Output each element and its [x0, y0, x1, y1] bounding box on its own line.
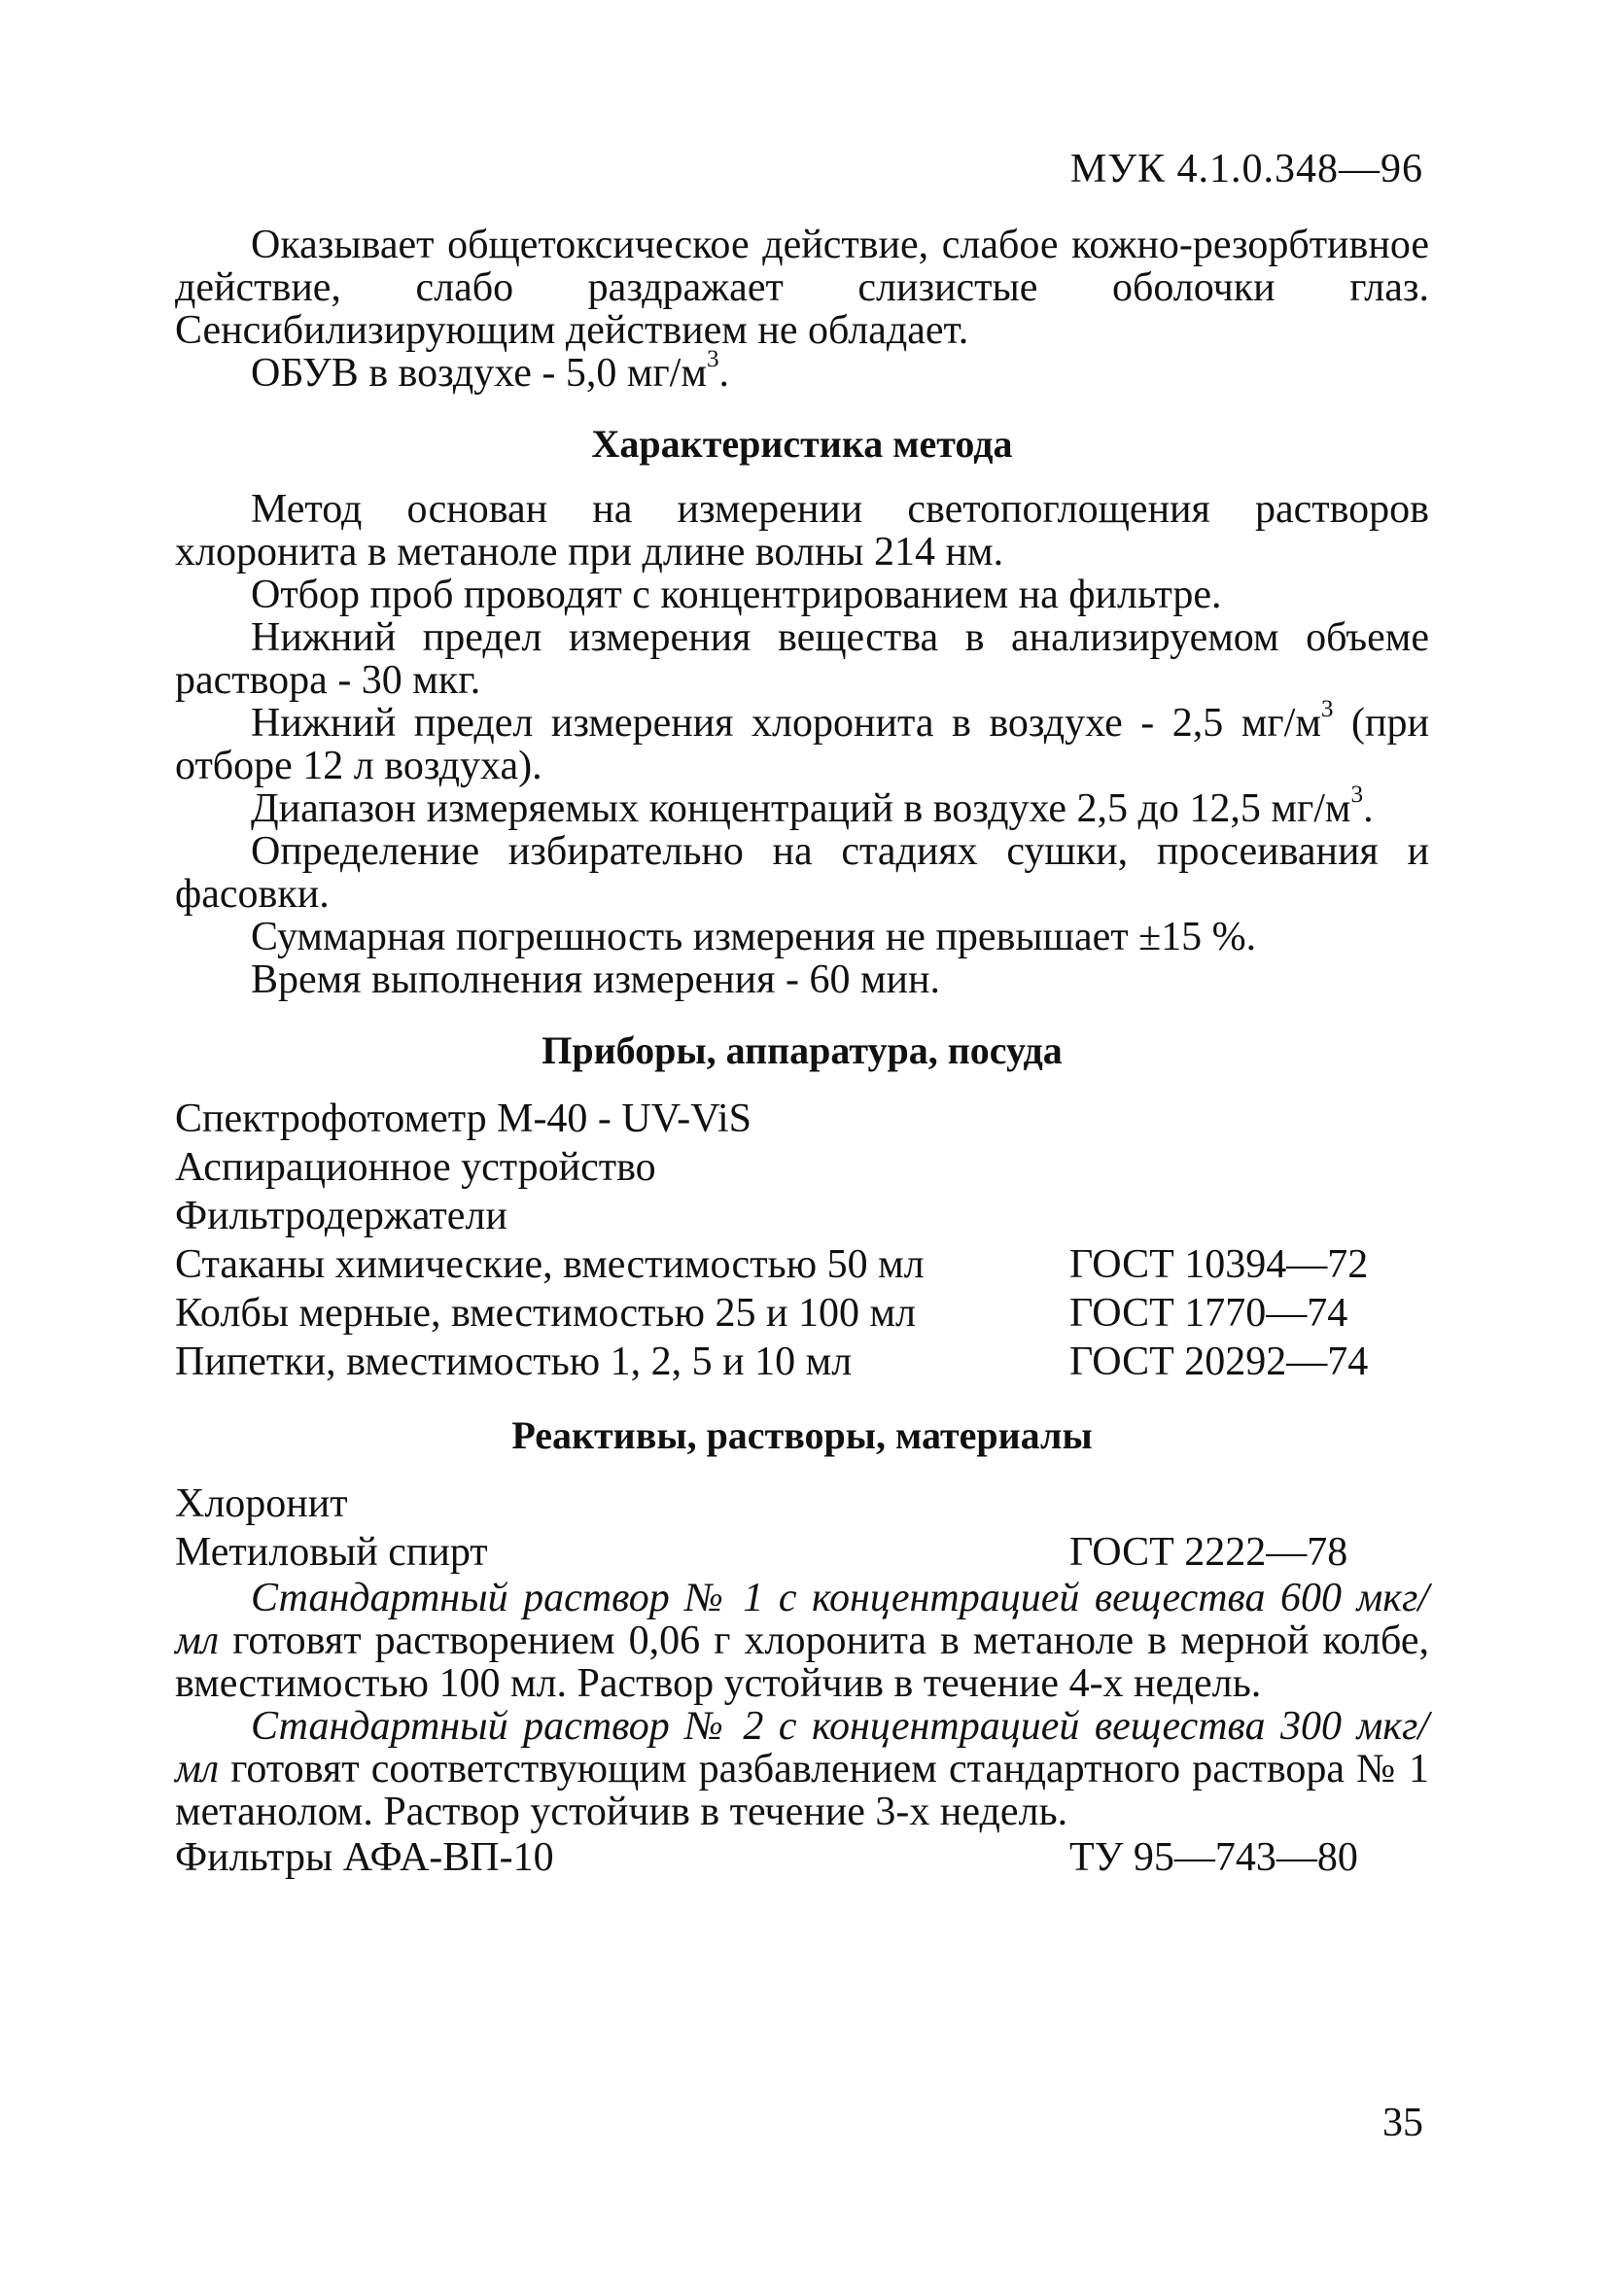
equipment-name: Фильтродержатели	[175, 1194, 507, 1238]
document-body	[175, 224, 1429, 1882]
method-paragraph-7: Суммарная погрешность измерения не превышает ±15 %.	[251, 915, 1257, 959]
obuv-suffix: .	[718, 351, 730, 396]
equipment-standard: ГОСТ 1770—74	[1069, 1291, 1348, 1336]
reagent-standard: ГОСТ 2222—78	[1069, 1530, 1348, 1575]
method-p4-text: Нижний предел измерения хлоронита в воздухе - 2,5 мг/м	[251, 701, 1321, 746]
method-paragraph-6: Определение избирательно на стадиях сушки, просеивания и фасовки.	[175, 829, 1429, 917]
method-section-title: Характеристика метода	[591, 422, 1013, 466]
method-paragraph-8: Время выполнения измерения - 60 мин.	[251, 957, 940, 1002]
obuv-text: ОБУВ в воздухе - 5,0 мг/м	[251, 351, 707, 396]
reagent-name: Фильтры АФА-ВП-10	[175, 1835, 554, 1880]
obuv-superscript: 3	[706, 345, 719, 372]
equipment-standard: ГОСТ 20292—74	[1069, 1339, 1369, 1384]
method-p4-superscript: 3	[1320, 695, 1334, 722]
equipment-standard: ГОСТ 10394—72	[1069, 1242, 1369, 1287]
intro-paragraph-2	[175, 345, 1429, 396]
solution-1-text: готовят растворением 0,06 г хлоронита в метаноле в мерной колбе, вместимостью 100 мл. Раствор устойчив в течение 4-х недель.	[175, 1618, 1429, 1706]
equipment-item	[175, 1240, 1429, 1289]
reagent-name: Метиловый спирт	[175, 1530, 488, 1575]
method-p5-text: Диапазон измеряемых концентраций в воздухе 2,5 до 12,5 мг/м	[251, 786, 1351, 831]
reagents-section-title: Реактивы, растворы, материалы	[511, 1413, 1093, 1457]
reagent-item	[175, 1528, 1429, 1577]
equipment-name: Колбы мерные, вместимостью 25 и 100 мл	[175, 1291, 916, 1336]
equipment-name: Спектрофотометр М-40 - UV-ViS	[175, 1096, 752, 1141]
standard-solution-2-paragraph	[175, 1705, 1429, 1833]
equipment-list	[175, 1095, 1429, 1386]
equipment-name: Пипетки, вместимостью 1, 2, 5 и 10 мл	[175, 1339, 853, 1384]
solution-2-text: готовят соответствующим разбавлением стандартного раствора № 1 метанолом. Раствор устойчив в течение 3-х недель.	[175, 1747, 1429, 1834]
method-paragraph-2: Отбор проб проводят с концентрированием на фильтре.	[251, 573, 1222, 617]
equipment-item	[175, 1143, 1429, 1192]
reagent-standard: ТУ 95—743—80	[1069, 1835, 1358, 1880]
method-paragraph-5	[175, 781, 1429, 831]
solution-2-title: Стандартный раствор № 2 с концентрацией вещества 300 мкг/мл	[175, 1704, 1429, 1792]
method-paragraph-1: Метод основан на измерении светопоглощения растворов хлоронита в метаноле при длине волны 214 нм.	[175, 487, 1429, 574]
method-p5-suffix: .	[1363, 786, 1374, 831]
document-code: МУК 4.1.0.348—96	[1069, 147, 1423, 191]
equipment-item	[175, 1095, 1429, 1143]
reagent-item	[175, 1833, 1429, 1882]
equipment-item	[175, 1192, 1429, 1240]
reagent-item	[175, 1479, 1429, 1528]
equipment-item	[175, 1338, 1429, 1386]
reagent-name: Хлоронит	[175, 1481, 348, 1526]
method-p5-superscript: 3	[1350, 781, 1364, 808]
equipment-name: Аспирационное устройство	[175, 1145, 656, 1190]
equipment-item	[175, 1289, 1429, 1338]
equipment-section-title: Приборы, аппаратура, посуда	[542, 1028, 1063, 1072]
intro-paragraph-1: Оказывает общетоксическое действие, слабое кожно-резорбтивное действие, слабо раздражает слизистые оболочки глаз. Сенсибилизирующим действием не обладает.	[175, 223, 1429, 353]
method-paragraph-4	[175, 695, 1429, 788]
page-number: 35	[1382, 2101, 1423, 2145]
method-paragraph-3: Нижний предел измерения вещества в анализируемом объеме раствора - 30 мкг.	[175, 615, 1429, 703]
method-p4-suffix: (при отборе 12 л воздуха).	[175, 701, 1429, 788]
solution-1-title: Стандартный раствор № 1 с концентрацией вещества 600 мкг/мл	[175, 1576, 1429, 1663]
equipment-name: Стаканы химические, вместимостью 50 мл	[175, 1242, 925, 1287]
standard-solution-1-paragraph	[175, 1577, 1429, 1705]
